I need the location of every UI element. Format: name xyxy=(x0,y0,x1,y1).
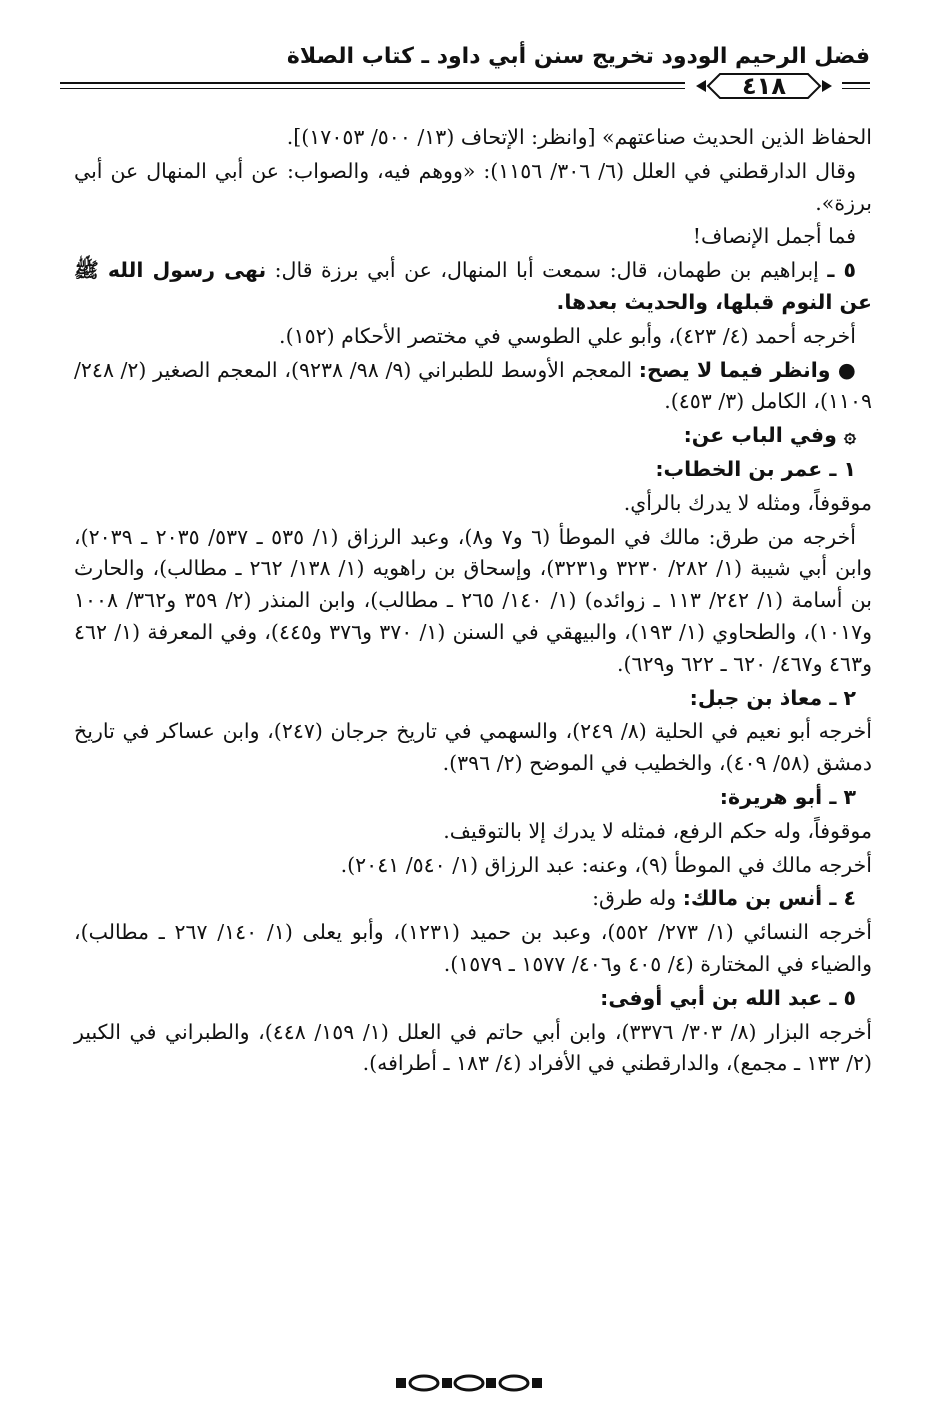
flower-icon: ۞ xyxy=(843,423,856,448)
section-heading: ٣ ـ أبو هريرة: xyxy=(719,784,856,809)
section-heading: ٥ ـ عبد الله بن أبي أوفى: xyxy=(600,985,856,1010)
see-also-text: المعجم الأوسط للطبراني (٩/ ٩٨/ ٩٢٣٨)، المعجم الصغير (٢/ ٢٤٨/ ١١٠٩)، الكامل (٣/ ٤٥٣). xyxy=(74,357,872,414)
page-header xyxy=(60,38,870,108)
see-also-paragraph xyxy=(74,355,872,419)
hadith-matn: نهى رسول الله ﷺ عن النوم قبلها، والحديث بعدها. xyxy=(74,258,872,314)
section-note: وله طرق: xyxy=(592,886,683,911)
paragraph: أخرجه أبو نعيم في الحلية (٨/ ٢٤٩)، والسهمي في تاريخ جرجان (٢٤٧)، وابن عساكر في تاريخ دمشق (٥٨/ ٤٠٩)، والخطيب في الموضح (٢/ ٣٩٦). xyxy=(74,719,872,776)
ornament-icon xyxy=(394,1374,544,1392)
section-heading: ٢ ـ معاذ بن جبل: xyxy=(689,685,856,710)
running-title: فضل الرحيم الودود تخريج سنن أبي داود ـ كتاب الصلاة xyxy=(286,44,870,69)
paragraph: وقال الدارقطني في العلل (٦/ ٣٠٦/ ١١٥٦): «ووهم فيه، والصواب: عن أبي المنهال عن أبي برزة». xyxy=(74,158,872,215)
paragraph: أخرجه البزار (٨/ ٣٠٣/ ٣٣٧٦)، وابن أبي حاتم في العلل (١/ ١٥٩/ ٤٤٨)، والطبراني في الكبير (٢/ ١٣٣ ـ مجمع)، والدارقطني في الأفراد (٤/ ١٨٣ ـ أطرافه). xyxy=(74,1019,872,1076)
paragraph: موقوفاً، وله حكم الرفع، فمثله لا يدرك إلا بالتوقيف. xyxy=(443,818,872,843)
end-ornament xyxy=(0,1374,938,1394)
header-rule xyxy=(60,88,685,89)
bab-heading-text: وفي الباب عن: xyxy=(683,423,837,448)
paragraph: أخرجه من طرق: مالك في الموطأ (٦ و٧ و٨)، وعبد الرزاق (١/ ٥٣٥ ـ ٥٣٧/ ٢٠٣٥ ـ ٢٠٣٩)، وابن أبي شيبة (١/ ٢٨٢/ ٣٢٣٠ و٣٢٣١)، وإسحاق بن راهويه (١/ ١٣٨/ ٢٦٢ ـ مطالب)، والحارث بن أسامة (١/ ٢٤٢/ ١١٣ ـ زوائده) (١/ ١٤٠/ ٢٦٥ ـ مطالب)، وابن المنذر (٢/ ٣٥٩ و٣٦٢/ ١٠٠٨ و١٠١٧)، والطحاوي (١/ ١٩٣)، والبيهقي في السنن (١/ ٣٧٠ و٣٧٦ و٤٤٥)، وفي المعرفة (١/ ٤٦٢ و٤٦٣ و٤٦٧/ ٦٢٠ ـ ٦٢٢ و٦٢٩). xyxy=(74,524,872,676)
paragraph: أخرجه مالك في الموطأ (٩)، وعنه: عبد الرزاق (١/ ٥٤٠/ ٢٠٤١). xyxy=(340,852,872,877)
see-also-label: وانظر فيما لا يصح: xyxy=(638,357,838,382)
header-rule xyxy=(842,82,870,84)
paragraph: موقوفاً، ومثله لا يدرك بالرأي. xyxy=(623,490,872,515)
section-heading-line xyxy=(74,883,872,915)
header-rule xyxy=(842,88,870,89)
hadith-paragraph xyxy=(74,255,872,319)
page-body xyxy=(74,122,872,1082)
paragraph: فما أجمل الإنصاف! xyxy=(692,224,856,249)
bullet-icon: ● xyxy=(837,357,856,382)
bab-heading xyxy=(74,420,872,452)
paragraph: أخرجه النسائي (١/ ٢٧٣/ ٥٥٢)، وعبد بن حميد (١٢٣١)، وأبو يعلى (١/ ١٤٠/ ٢٦٧ ـ مطالب)، والضياء في المختارة (٤/ ٤٠٥ و٤٠٦/ ١٥٧٧ ـ ١٥٧٩). xyxy=(74,920,872,976)
hadith-isnad: إبراهيم بن طهمان، قال: سمعت أبا المنهال، عن أبي برزة قال: xyxy=(266,258,828,283)
page-number: ٤١٨ xyxy=(742,72,786,100)
paragraph: الحفاظ الذين الحديث صناعتهم» [وانظر: الإتحاف (١٣/ ٥٠٠/ ١٧٠٥٣)]. xyxy=(286,125,872,149)
section-heading: ١ ـ عمر بن الخطاب: xyxy=(655,456,856,481)
takhrij-paragraph: أخرجه أحمد (٤/ ٤٢٣)، وأبو علي الطوسي في مختصر الأحكام (١٥٢). xyxy=(279,323,856,348)
hadith-number: ٥ ـ xyxy=(827,258,856,283)
page-number-badge xyxy=(694,68,834,104)
section-heading: ٤ ـ أنس بن مالك: xyxy=(682,886,856,911)
header-rule xyxy=(60,82,685,84)
